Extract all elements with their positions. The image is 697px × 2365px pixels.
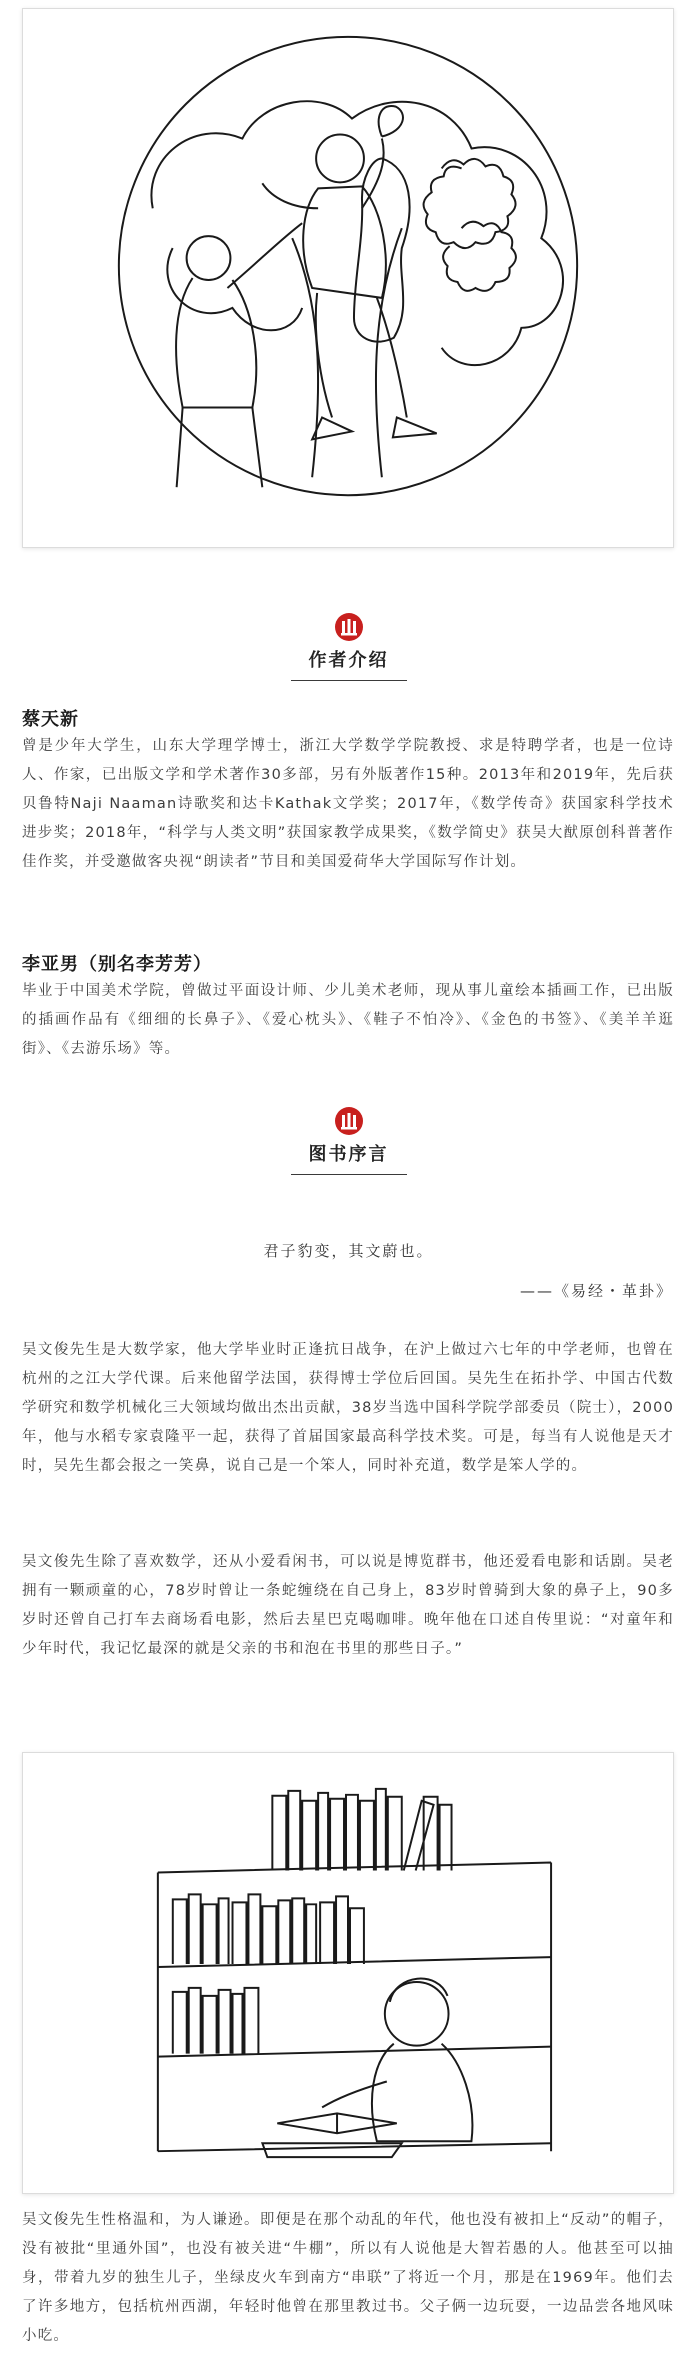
author-bio-li: 毕业于中国美术学院，曾做过平面设计师、少儿美术老师，现从事儿童绘本插画工作，已出版的插画作品有《细细的长鼻子》、《爱心枕头》、《鞋子不怕冷》、《金色的书签》、《美羊羊逛街》、《去游乐场》等。 (22, 983, 674, 1057)
preface-quote: 君子豹变，其文蔚也。 (263, 1242, 434, 1260)
illustration-bookshelf-figure (22, 1752, 674, 2194)
preface-quote-source: ——《易经・革卦》 (519, 1282, 673, 1300)
preface-section-heading: 图书序言 (308, 1144, 389, 1165)
preface-paragraph-3: 吴文俊先生性格温和，为人谦逊。即便是在那个动乱的年代，他也没有被扣上“反动”的帽子，没有被批“里通外国”，也没有被关进“牛棚”，所以有人说他是大智若愚的人。他甚至可以抽身，带着九岁的独生儿子，坐绿皮火车到南方“串联”了将近一个月，那是在1969年。他们去了许多地方，包括杭州西湖，年轻时他曾在那里教过书。父子俩一边玩耍，一边品尝各地风味小吃。 (22, 2212, 674, 2344)
author-section-heading: 作者介绍 (308, 650, 389, 671)
book-logo-icon (334, 612, 364, 642)
book-logo-icon (334, 1106, 364, 1136)
author-bio-cai: 曾是少年大学生，山东大学理学博士，浙江大学数学学院教授、求是特聘学者，也是一位诗人、作家，已出版文学和学术著作30多部，另有外版著作15种。2013年和2019年，先后获贝鲁特Naji Naaman诗歌奖和达卡Kathak文学奖；2017年，《数学传奇》获国家科学技术进步奖；2018年，“科学与人类文明”获国家教学成果奖，《数学简史》获吴大猷原创科普著作佳作奖，并受邀做客央视“朗读者”节目和美国爱荷华大学国际写作计划。 (22, 738, 674, 870)
author-name-li: 李亚男（别名李芳芳） (22, 954, 212, 975)
illustration-circle-figure (22, 8, 674, 548)
preface-paragraph-2: 吴文俊先生除了喜欢数学，还从小爱看闲书，可以说是博览群书，他还爱看电影和话剧。吴老拥有一颗顽童的心，78岁时曾让一条蛇缠绕在自己身上，83岁时曾骑到大象的鼻子上，90多岁时还曾自己打车去商场看电影，然后去星巴克喝咖啡。晚年他在口述自传里说：“对童年和少年时代，我记忆最深的就是父亲的书和泡在书里的那些日子。” (22, 1554, 674, 1657)
author-section-title (0, 612, 697, 681)
circle-illustration (23, 9, 673, 547)
bookshelf-illustration (23, 1753, 673, 2193)
preface-section-title (0, 1106, 697, 1175)
preface-paragraph-1: 吴文俊先生是大数学家，他大学毕业时正逢抗日战争，在沪上做过六七年的中学老师，也曾在杭州的之江大学代课。后来他留学法国，获得博士学位后回国。吴先生在拓扑学、中国古代数学研究和数学机械化三大领域均做出杰出贡献，38岁当选中国科学院学部委员（院士），2000年，他与水稻专家袁隆平一起，获得了首届国家最高科学技术奖。可是，每当有人说他是天才时，吴先生都会报之一笑鼻，说自己是一个笨人，同时补充道，数学是笨人学的。 (22, 1342, 674, 1474)
author-section-divider (291, 680, 407, 681)
author-name-cai: 蔡天新 (22, 709, 79, 730)
preface-section-divider (291, 1174, 407, 1175)
